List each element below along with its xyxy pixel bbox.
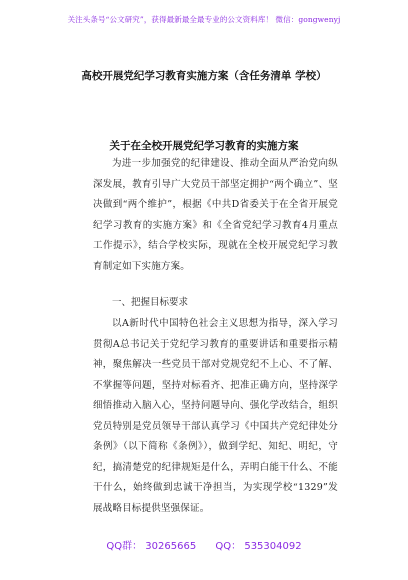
top-banner: 关注头条号“公文研究”，获得最新最全最专业的公文资料库！ 微信：gongwenyj [67,15,341,24]
paragraph-goals: 以A新时代中国特色社会主义思想为指导，深入学习贯彻A总书记关于党纪学习教育的重要讲话和重要指示精神，聚焦解决一些党员干部对党规党纪不上心、不了解、不掌握等问题，坚持对标看齐、把准正确方向，坚持深学细悟推动入脑入心，坚持问题导向、强化学改结合，组织党员特别是党员领导干部认真学习《中国共产党纪律处分条例》（以下简称《条例》），做到学纪、知纪、明纪，守纪，搞清楚党的纪律规矩是什么，弄明白能干什么、不能干什么，始终做到忠诚干净担当，为实现学校“1329”发展战略目标提供坚强保证。 [93,318,338,514]
footer-qq-group: QQ群： 30265665 [106,541,197,552]
document-title: 高校开展党纪学习教育实施方案（含任务清单 学校） [81,70,327,82]
footer-qq: QQ： 535304092 [215,541,302,552]
footer-contact [0,537,408,552]
section-heading: 关于在全校开展党纪学习教育的实施方案 [109,140,299,152]
subheading-goals: 一、把握目标要求 [112,297,189,308]
paragraph-intro: 为进一步加强党的纪律建设、推动全面从严治党向纵深发展，教育引导广大党员干部坚定拥护“两个确立”、坚决做到“两个维护”，根据《中共D省委关于在全省开展党纪学习教育的实施方案》和《全省党纪学习教育4月重点工作提示》，结合学校实际，现就在全校开展党纪学习教育制定如下实施方案。 [93,158,338,272]
